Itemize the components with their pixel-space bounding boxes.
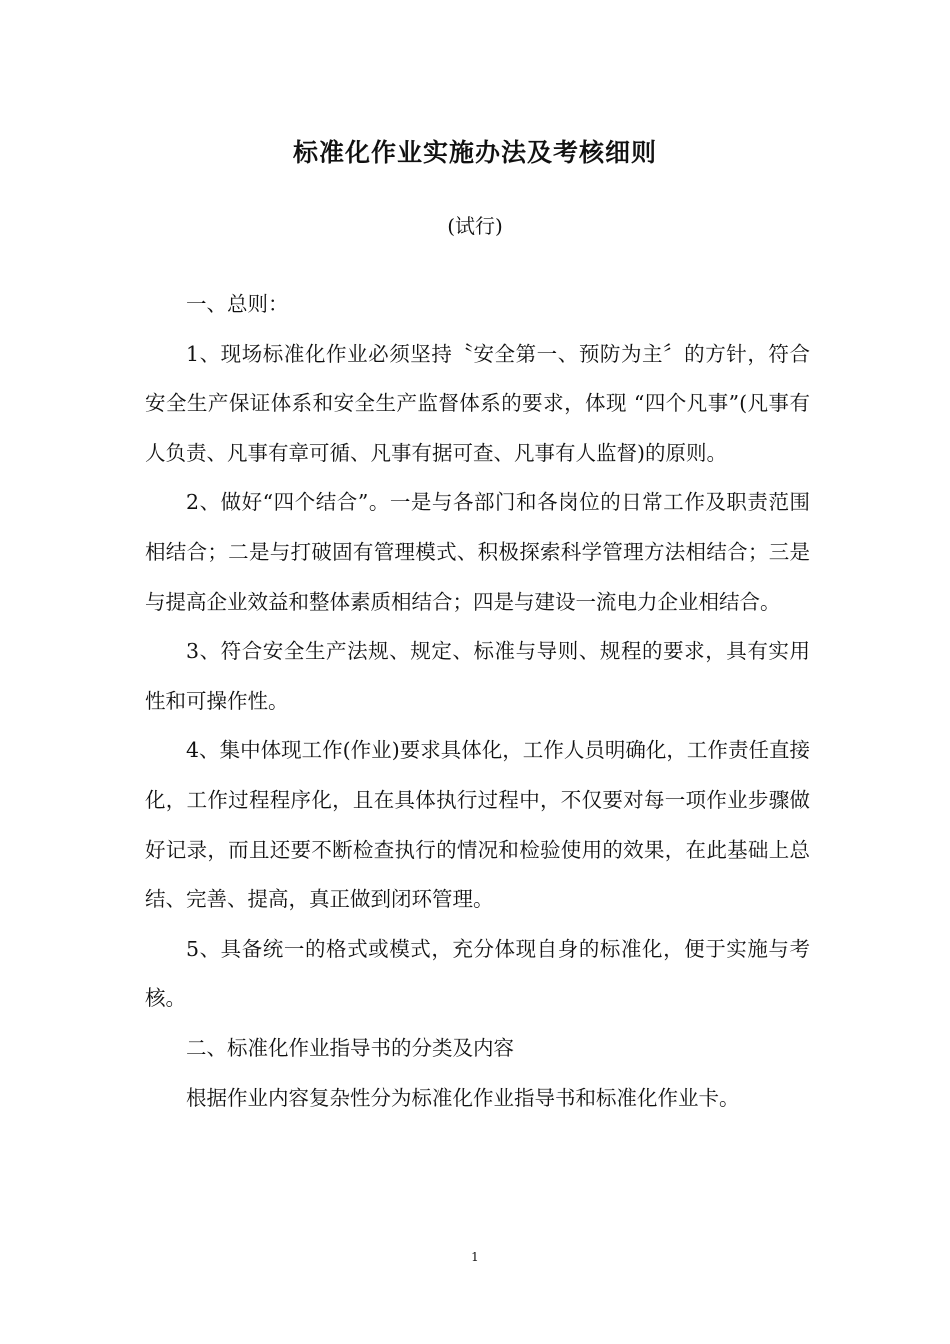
section-heading-classification: 二、标准化作业指导书的分类及内容	[186, 1035, 514, 1060]
paragraph-item-3: 3、符合安全生产法规、规定、标准与导则、规程的要求，具有实用性和可操作性。	[145, 639, 810, 713]
paragraph-item-2: 2、做好“四个结合”。一是与各部门和各岗位的日常工作及职责范围相结合；二是与打破固有管理模式、积极探索科学管理方法相结合；三是与提高企业效益和整体素质相结合；四是与建设一流电力企业相结合。	[145, 490, 810, 614]
section-heading-general: 一、总则：	[186, 292, 289, 316]
paragraph-item-1: 1、现场标准化作业必须坚持〝安全第一、预防为主〞的方针，符合安全生产保证体系和安全生产监督体系的要求，体现 “四个凡事”(凡事有人负责、凡事有章可循、凡事有据可查、凡事有人监督)的原则。	[145, 341, 810, 465]
page-number: 1	[471, 1250, 479, 1264]
paragraph-item-4: 4、集中体现工作(作业)要求具体化，工作人员明确化，工作责任直接化，工作过程程序化，且在具体执行过程中，不仅要对每一项作业步骤做好记录，而且还要不断检查执行的情况和检验使用的效果，在此基础上总结、完善、提高，真正做到闭环管理。	[145, 738, 810, 912]
paragraph-classification: 根据作业内容复杂性分为标准化作业指导书和标准化作业卡。	[186, 1085, 740, 1110]
document-title: 标准化作业实施办法及考核细则	[292, 138, 657, 167]
paragraph-item-5: 5、具备统一的格式或模式，充分体现自身的标准化，便于实施与考核。	[145, 936, 810, 1011]
document-subtitle: (试行)	[447, 214, 503, 238]
document-body	[145, 280, 810, 1123]
